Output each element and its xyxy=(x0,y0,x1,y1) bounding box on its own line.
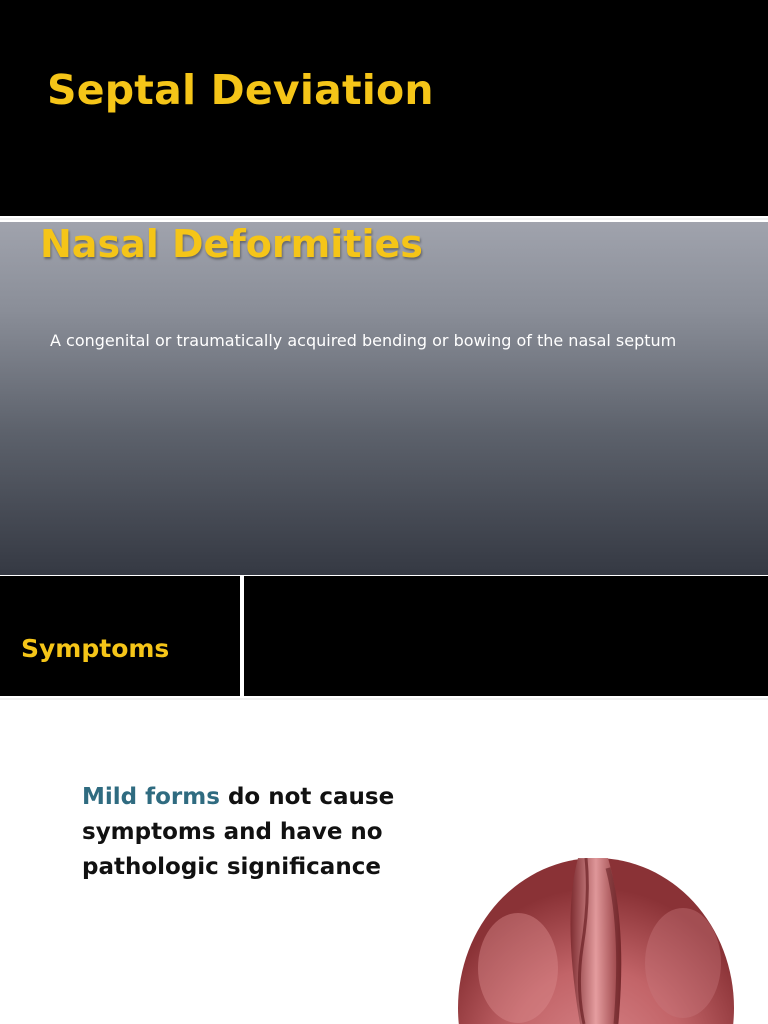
slide-body-text xyxy=(82,780,422,885)
vertical-divider xyxy=(240,576,244,696)
slide-title: Symptoms xyxy=(21,634,170,663)
slide-title: Septal Deviation xyxy=(47,66,434,114)
slide-mild-forms xyxy=(0,702,768,1024)
endoscopic-nasal-photo xyxy=(458,858,734,1024)
body-text-rest: do not cause symptoms and have no pathologic significance xyxy=(82,784,395,880)
nasal-cavity-image xyxy=(458,858,734,1024)
slide-title: Nasal Deformities xyxy=(40,222,423,266)
slide-symptoms xyxy=(0,576,768,696)
highlight-text: Mild forms xyxy=(82,784,220,810)
slide-separator xyxy=(0,218,768,220)
slide-body-text: A congenital or traumatically acquired bending or bowing of the nasal septum xyxy=(50,331,677,350)
slide-septal-deviation xyxy=(0,0,768,216)
slide-separator xyxy=(0,698,768,700)
slide-nasal-deformities xyxy=(0,222,768,575)
